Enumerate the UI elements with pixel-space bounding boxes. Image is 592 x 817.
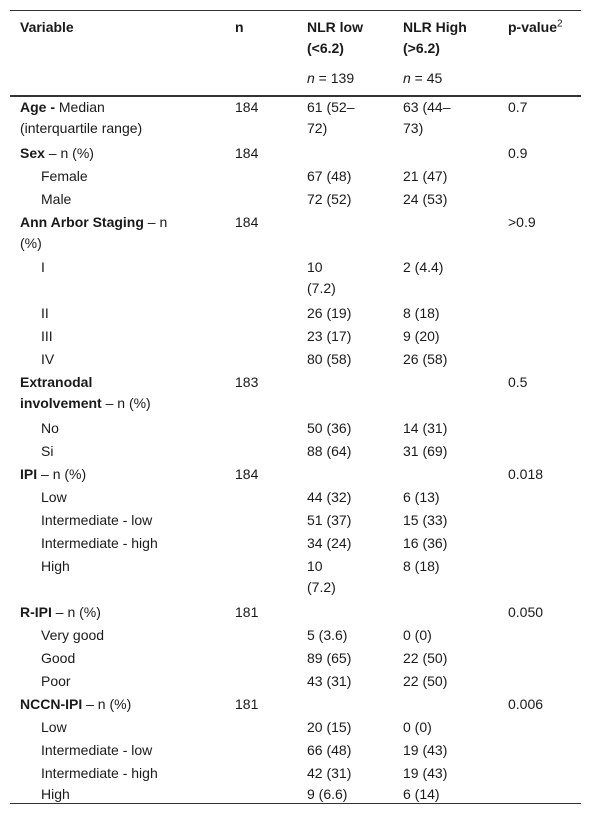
row-ipi-high-low-cont: (7.2) [307, 579, 336, 595]
row-ripi-label: R-IPI – n (%) [20, 604, 101, 620]
row-stage-ii-high: 8 (18) [403, 305, 440, 321]
row-nccn-il-high: 19 (43) [403, 742, 448, 758]
row-nccn-ih-label: Intermediate - high [41, 765, 158, 781]
header-pvalue-footnote: 2 [557, 18, 563, 30]
header-n-high: n = 45 [403, 70, 443, 86]
row-stage-i-low: 10 [307, 259, 323, 275]
row-nccn-p: 0.006 [508, 696, 544, 712]
row-ipi-il-label: Intermediate - low [41, 512, 153, 528]
row-age-n: 184 [235, 99, 259, 115]
row-age-label-cont: (interquartile range) [20, 120, 143, 136]
row-ripi-poor-low: 43 (31) [307, 673, 352, 689]
header-nlr-low-line1: NLR low [307, 19, 363, 35]
header-pvalue: p-value$^2$ [508, 18, 563, 35]
row-ipi-low-label: Low [41, 489, 67, 505]
row-extranodal-n: 183 [235, 374, 259, 390]
row-ipi-high-low: 10 [307, 558, 323, 574]
row-age-high-cont: 73) [403, 120, 424, 136]
row-stage-i-high: 2 (4.4) [403, 259, 444, 275]
row-ext-no-label: No [41, 420, 59, 436]
table-bottom-rule [10, 803, 581, 804]
row-sex-n: 184 [235, 145, 259, 161]
row-stage-iii-low: 23 (17) [307, 328, 352, 344]
row-ext-si-low: 88 (64) [307, 443, 352, 459]
row-stage-ii-low: 26 (19) [307, 305, 352, 321]
row-extranodal-label: Extranodal [20, 374, 93, 390]
row-nccn-high-high: 6 (14) [403, 786, 440, 802]
row-ripi-vg-low: 5 (3.6) [307, 627, 348, 643]
row-ripi-p: 0.050 [508, 604, 544, 620]
row-male-low: 72 (52) [307, 191, 352, 207]
row-age-low-cont: 72) [307, 120, 328, 136]
row-ext-si-high: 31 (69) [403, 443, 448, 459]
row-ann-arbor-label-cont: (%) [20, 235, 42, 251]
row-ipi-ih-high: 16 (36) [403, 535, 448, 551]
row-nccn-ih-high: 19 (43) [403, 765, 448, 781]
row-ext-no-low: 50 (36) [307, 420, 352, 436]
row-ripi-poor-high: 22 (50) [403, 673, 448, 689]
row-female-label: Female [41, 168, 88, 184]
row-stage-iv-label: IV [41, 351, 55, 367]
header-nlr-high-line1: NLR High [403, 19, 467, 35]
row-nccn-low-label: Low [41, 719, 67, 735]
row-nccn-il-low: 66 (48) [307, 742, 352, 758]
row-ipi-p: 0.018 [508, 466, 544, 482]
row-sex-label: Sex – n (%) [20, 145, 94, 161]
row-stage-i-low-cont: (7.2) [307, 280, 336, 296]
row-stage-iv-low: 80 (58) [307, 351, 352, 367]
header-n: n [235, 19, 244, 35]
row-nccn-low-high: 0 (0) [403, 719, 432, 735]
row-stage-iv-high: 26 (58) [403, 351, 448, 367]
row-ext-si-label: Si [41, 443, 54, 459]
row-ripi-vg-high: 0 (0) [403, 627, 432, 643]
row-stage-ii-label: II [41, 305, 49, 321]
row-age-low: 61 (52– [307, 99, 355, 115]
row-age-label: Age - Median [20, 99, 105, 115]
row-nccn-ih-low: 42 (31) [307, 765, 352, 781]
row-ann-arbor-p: >0.9 [508, 214, 536, 230]
row-ripi-good-low: 89 (65) [307, 650, 352, 666]
row-ipi-n: 184 [235, 466, 259, 482]
row-ripi-poor-label: Poor [41, 673, 71, 689]
row-male-high: 24 (53) [403, 191, 448, 207]
row-sex-p: 0.9 [508, 145, 528, 161]
row-age-high: 63 (44– [403, 99, 451, 115]
row-ipi-high-label: High [41, 558, 70, 574]
row-ipi-low-low: 44 (32) [307, 489, 352, 505]
row-ipi-high-high: 8 (18) [403, 558, 440, 574]
row-ipi-label: IPI – n (%) [20, 466, 87, 482]
row-stage-iii-high: 9 (20) [403, 328, 440, 344]
row-ipi-ih-label: Intermediate - high [41, 535, 158, 551]
row-stage-i-label: I [41, 259, 45, 275]
row-ipi-ih-low: 34 (24) [307, 535, 352, 551]
row-female-low: 67 (48) [307, 168, 352, 184]
row-ripi-good-label: Good [41, 650, 76, 666]
row-male-label: Male [41, 191, 72, 207]
row-stage-iii-label: III [41, 328, 53, 344]
row-age-p: 0.7 [508, 99, 528, 115]
row-ext-no-high: 14 (31) [403, 420, 448, 436]
row-ipi-il-high: 15 (33) [403, 512, 448, 528]
row-ann-arbor-label: Ann Arbor Staging – n [20, 214, 168, 230]
header-variable: Variable [20, 19, 74, 35]
row-nccn-n: 181 [235, 696, 259, 712]
table-top-rule [10, 10, 581, 11]
row-nccn-high-label: High [41, 786, 70, 802]
row-nccn-il-label: Intermediate - low [41, 742, 153, 758]
row-ipi-il-low: 51 (37) [307, 512, 352, 528]
row-ann-arbor-n: 184 [235, 214, 259, 230]
header-nlr-high-line2: (>6.2) [403, 40, 440, 56]
row-extranodal-p: 0.5 [508, 374, 528, 390]
row-ipi-low-high: 6 (13) [403, 489, 440, 505]
row-nccn-low-low: 20 (15) [307, 719, 352, 735]
row-nccn-label: NCCN-IPI – n (%) [20, 696, 132, 712]
row-extranodal-label-cont: involvement – n (%) [20, 395, 151, 411]
row-female-high: 21 (47) [403, 168, 448, 184]
row-nccn-high-low: 9 (6.6) [307, 786, 348, 802]
row-ripi-vg-label: Very good [41, 627, 105, 643]
header-n-low: n = 139 [307, 70, 355, 86]
row-ripi-good-high: 22 (50) [403, 650, 448, 666]
row-ripi-n: 181 [235, 604, 259, 620]
header-nlr-low-line2: (<6.2) [307, 40, 344, 56]
